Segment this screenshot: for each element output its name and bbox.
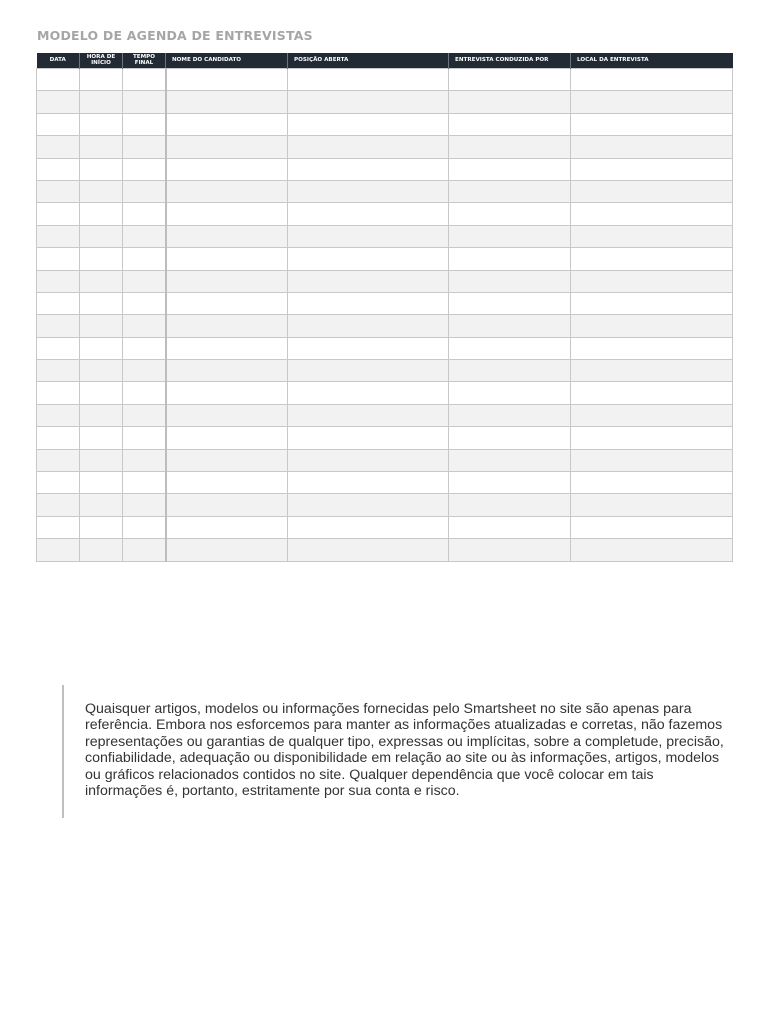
cell-interview-location[interactable]: [571, 449, 733, 471]
table-row: [37, 180, 733, 202]
cell-end-time[interactable]: [123, 472, 166, 494]
cell-interview-location[interactable]: [571, 315, 733, 337]
column-header-date: DATA: [37, 53, 80, 69]
cell-end-time[interactable]: [123, 91, 166, 113]
cell-candidate-name[interactable]: [166, 449, 288, 471]
table-row: [37, 69, 733, 91]
cell-date[interactable]: [37, 449, 80, 471]
cell-interviewer[interactable]: [449, 248, 571, 270]
cell-interviewer[interactable]: [449, 180, 571, 202]
table-row: [37, 360, 733, 382]
cell-interview-location[interactable]: [571, 337, 733, 359]
cell-date[interactable]: [37, 382, 80, 404]
table-row: [37, 91, 733, 113]
cell-candidate-name[interactable]: [166, 472, 288, 494]
cell-candidate-name[interactable]: [166, 337, 288, 359]
cell-start-time[interactable]: [80, 180, 123, 202]
cell-start-time[interactable]: [80, 382, 123, 404]
cell-interviewer[interactable]: [449, 382, 571, 404]
cell-start-time[interactable]: [80, 292, 123, 314]
cell-start-time[interactable]: [80, 449, 123, 471]
cell-date[interactable]: [37, 494, 80, 516]
cell-open-position[interactable]: [288, 449, 449, 471]
cell-open-position[interactable]: [288, 270, 449, 292]
cell-start-time[interactable]: [80, 113, 123, 135]
table-row: [37, 449, 733, 471]
cell-open-position[interactable]: [288, 136, 449, 158]
table-row: [37, 158, 733, 180]
column-header-interviewer: ENTREVISTA CONDUZIDA POR: [449, 53, 571, 69]
cell-interview-location[interactable]: [571, 180, 733, 202]
cell-date[interactable]: [37, 404, 80, 426]
cell-interviewer[interactable]: [449, 113, 571, 135]
table-row: [37, 136, 733, 158]
cell-interview-location[interactable]: [571, 69, 733, 91]
cell-candidate-name[interactable]: [166, 292, 288, 314]
cell-start-time[interactable]: [80, 404, 123, 426]
cell-candidate-name[interactable]: [166, 382, 288, 404]
cell-date[interactable]: [37, 113, 80, 135]
cell-end-time[interactable]: [123, 292, 166, 314]
cell-candidate-name[interactable]: [166, 315, 288, 337]
table-row: [37, 494, 733, 516]
cell-date[interactable]: [37, 136, 80, 158]
cell-end-time[interactable]: [123, 427, 166, 449]
column-header-candidate-name: NOME DO CANDIDATO: [166, 53, 288, 69]
cell-candidate-name[interactable]: [166, 69, 288, 91]
cell-candidate-name[interactable]: [166, 225, 288, 247]
cell-candidate-name[interactable]: [166, 180, 288, 202]
cell-candidate-name[interactable]: [166, 113, 288, 135]
cell-interview-location[interactable]: [571, 382, 733, 404]
cell-start-time[interactable]: [80, 539, 123, 561]
table-body: [37, 69, 733, 562]
cell-interviewer[interactable]: [449, 225, 571, 247]
cell-end-time[interactable]: [123, 113, 166, 135]
cell-interview-location[interactable]: [571, 292, 733, 314]
column-header-open-position: POSIÇÃO ABERTA: [288, 53, 449, 69]
cell-candidate-name[interactable]: [166, 248, 288, 270]
cell-interviewer[interactable]: [449, 158, 571, 180]
cell-candidate-name[interactable]: [166, 136, 288, 158]
cell-end-time[interactable]: [123, 69, 166, 91]
document-title: MODELO DE AGENDA DE ENTREVISTAS: [37, 28, 313, 43]
cell-open-position[interactable]: [288, 360, 449, 382]
cell-end-time[interactable]: [123, 136, 166, 158]
cell-interviewer[interactable]: [449, 404, 571, 426]
column-header-interview-location: LOCAL DA ENTREVISTA: [571, 53, 733, 69]
cell-start-time[interactable]: [80, 360, 123, 382]
table-row: [37, 516, 733, 538]
cell-interviewer[interactable]: [449, 292, 571, 314]
table-row: [37, 337, 733, 359]
table-row: [37, 472, 733, 494]
cell-candidate-name[interactable]: [166, 516, 288, 538]
cell-date[interactable]: [37, 158, 80, 180]
cell-open-position[interactable]: [288, 225, 449, 247]
cell-interviewer[interactable]: [449, 337, 571, 359]
table-row: [37, 382, 733, 404]
cell-interview-location[interactable]: [571, 427, 733, 449]
cell-date[interactable]: [37, 360, 80, 382]
cell-date[interactable]: [37, 539, 80, 561]
table-row: [37, 248, 733, 270]
cell-date[interactable]: [37, 427, 80, 449]
cell-interview-location[interactable]: [571, 248, 733, 270]
table-row: [37, 292, 733, 314]
cell-start-time[interactable]: [80, 225, 123, 247]
cell-interviewer[interactable]: [449, 360, 571, 382]
cell-date[interactable]: [37, 472, 80, 494]
cell-start-time[interactable]: [80, 494, 123, 516]
cell-date[interactable]: [37, 516, 80, 538]
cell-start-time[interactable]: [80, 158, 123, 180]
cell-open-position[interactable]: [288, 91, 449, 113]
cell-end-time[interactable]: [123, 516, 166, 538]
cell-interviewer[interactable]: [449, 91, 571, 113]
table-row: [37, 315, 733, 337]
cell-start-time[interactable]: [80, 427, 123, 449]
cell-open-position[interactable]: [288, 180, 449, 202]
cell-candidate-name[interactable]: [166, 539, 288, 561]
cell-start-time[interactable]: [80, 337, 123, 359]
cell-interview-location[interactable]: [571, 91, 733, 113]
cell-start-time[interactable]: [80, 136, 123, 158]
cell-open-position[interactable]: [288, 382, 449, 404]
column-header-end-time: TEMPO FINAL: [123, 53, 166, 69]
cell-candidate-name[interactable]: [166, 427, 288, 449]
cell-start-time[interactable]: [80, 69, 123, 91]
disclaimer-text: Quaisquer artigos, modelos ou informações fornecidas pelo Smartsheet no site são apenas para referência. Embora nos esforcemos para manter as informações atualizadas e corretas, não fazemos representações ou garantias de qualquer tipo, expressas ou implícitas, sobre a completude, precisão, confiabilidade, adequação ou disponibilidade em relação ao site ou às informações, artigos, modelos ou gráficos relacionados contidos no site. Qualquer dependência que você colocar em tais informações é, portanto, estritamente por sua conta e risco.: [85, 701, 724, 800]
cell-candidate-name[interactable]: [166, 158, 288, 180]
cell-interview-location[interactable]: [571, 404, 733, 426]
cell-start-time[interactable]: [80, 516, 123, 538]
cell-end-time[interactable]: [123, 360, 166, 382]
disclaimer-box: [62, 685, 728, 818]
cell-open-position[interactable]: [288, 69, 449, 91]
cell-open-position[interactable]: [288, 427, 449, 449]
cell-open-position[interactable]: [288, 539, 449, 561]
cell-candidate-name[interactable]: [166, 91, 288, 113]
cell-interview-location[interactable]: [571, 270, 733, 292]
cell-interviewer[interactable]: [449, 427, 571, 449]
cell-interview-location[interactable]: [571, 539, 733, 561]
table-row: [37, 427, 733, 449]
cell-candidate-name[interactable]: [166, 270, 288, 292]
cell-open-position[interactable]: [288, 516, 449, 538]
cell-date[interactable]: [37, 248, 80, 270]
cell-end-time[interactable]: [123, 225, 166, 247]
cell-interview-location[interactable]: [571, 113, 733, 135]
column-header-start-time: HORA DE INÍCIO: [80, 53, 123, 69]
cell-end-time[interactable]: [123, 180, 166, 202]
cell-end-time[interactable]: [123, 382, 166, 404]
cell-date[interactable]: [37, 315, 80, 337]
cell-end-time[interactable]: [123, 539, 166, 561]
table-row: [37, 270, 733, 292]
cell-date[interactable]: [37, 292, 80, 314]
cell-date[interactable]: [37, 225, 80, 247]
cell-date[interactable]: [37, 337, 80, 359]
cell-interviewer[interactable]: [449, 203, 571, 225]
cell-interviewer[interactable]: [449, 136, 571, 158]
interview-schedule-table: [36, 53, 733, 562]
cell-date[interactable]: [37, 203, 80, 225]
cell-candidate-name[interactable]: [166, 203, 288, 225]
table-row: [37, 113, 733, 135]
cell-interviewer[interactable]: [449, 494, 571, 516]
cell-interview-location[interactable]: [571, 225, 733, 247]
cell-interviewer[interactable]: [449, 69, 571, 91]
cell-candidate-name[interactable]: [166, 494, 288, 516]
cell-interviewer[interactable]: [449, 516, 571, 538]
cell-end-time[interactable]: [123, 315, 166, 337]
table-row: [37, 404, 733, 426]
cell-open-position[interactable]: [288, 248, 449, 270]
cell-interview-location[interactable]: [571, 494, 733, 516]
cell-candidate-name[interactable]: [166, 360, 288, 382]
cell-open-position[interactable]: [288, 494, 449, 516]
table-header-row: [37, 53, 733, 69]
table-row: [37, 203, 733, 225]
cell-open-position[interactable]: [288, 203, 449, 225]
cell-start-time[interactable]: [80, 203, 123, 225]
cell-interview-location[interactable]: [571, 360, 733, 382]
cell-open-position[interactable]: [288, 404, 449, 426]
cell-interview-location[interactable]: [571, 203, 733, 225]
cell-end-time[interactable]: [123, 337, 166, 359]
cell-open-position[interactable]: [288, 113, 449, 135]
table-row: [37, 539, 733, 561]
cell-interview-location[interactable]: [571, 516, 733, 538]
cell-date[interactable]: [37, 270, 80, 292]
cell-interviewer[interactable]: [449, 539, 571, 561]
cell-candidate-name[interactable]: [166, 404, 288, 426]
cell-end-time[interactable]: [123, 203, 166, 225]
cell-interview-location[interactable]: [571, 472, 733, 494]
cell-end-time[interactable]: [123, 449, 166, 471]
cell-date[interactable]: [37, 69, 80, 91]
cell-date[interactable]: [37, 180, 80, 202]
cell-start-time[interactable]: [80, 270, 123, 292]
cell-open-position[interactable]: [288, 292, 449, 314]
cell-interview-location[interactable]: [571, 158, 733, 180]
cell-end-time[interactable]: [123, 270, 166, 292]
cell-end-time[interactable]: [123, 158, 166, 180]
cell-start-time[interactable]: [80, 91, 123, 113]
cell-open-position[interactable]: [288, 315, 449, 337]
cell-date[interactable]: [37, 91, 80, 113]
cell-interviewer[interactable]: [449, 472, 571, 494]
cell-interviewer[interactable]: [449, 270, 571, 292]
cell-end-time[interactable]: [123, 494, 166, 516]
cell-start-time[interactable]: [80, 472, 123, 494]
table-row: [37, 225, 733, 247]
cell-start-time[interactable]: [80, 248, 123, 270]
cell-start-time[interactable]: [80, 315, 123, 337]
cell-open-position[interactable]: [288, 158, 449, 180]
cell-open-position[interactable]: [288, 472, 449, 494]
cell-interviewer[interactable]: [449, 315, 571, 337]
cell-end-time[interactable]: [123, 248, 166, 270]
cell-interview-location[interactable]: [571, 136, 733, 158]
cell-open-position[interactable]: [288, 337, 449, 359]
cell-end-time[interactable]: [123, 404, 166, 426]
cell-interviewer[interactable]: [449, 449, 571, 471]
